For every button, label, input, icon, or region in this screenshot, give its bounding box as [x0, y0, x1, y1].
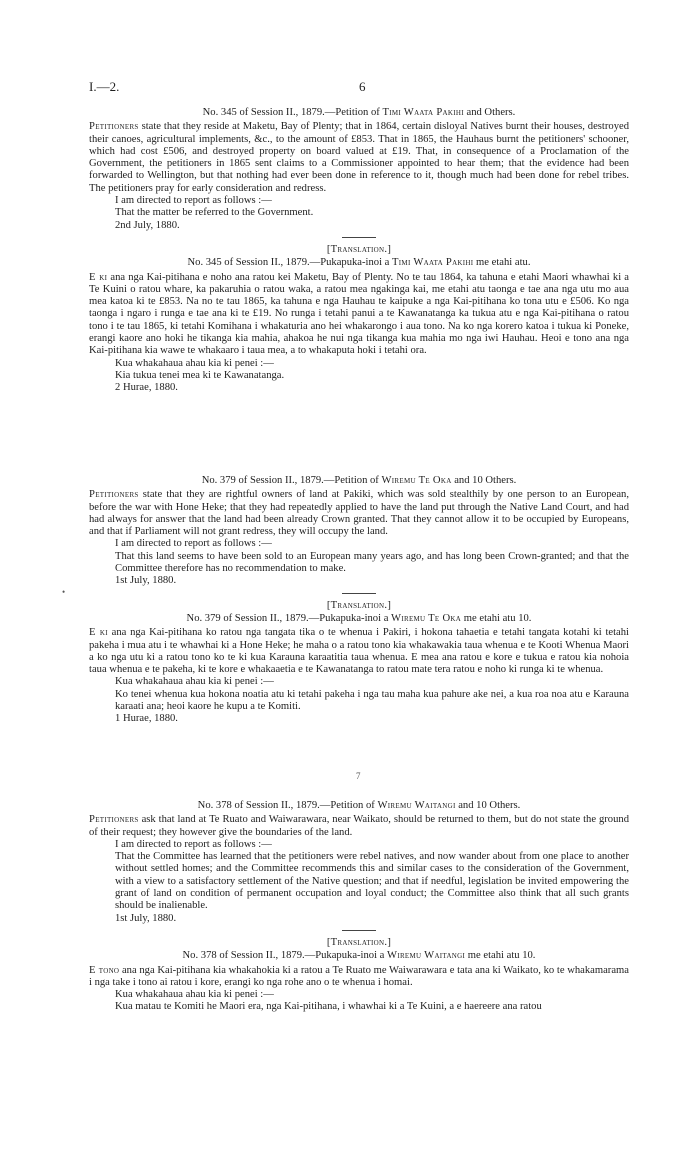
- translation-report: Kia tukua tenei mea ki te Kawanatanga.: [115, 369, 285, 381]
- translation-directive: Kua whakahaua ahau kia ki penei :—: [115, 676, 274, 688]
- page-header: [89, 81, 629, 95]
- page-reference: I.—2.: [89, 79, 120, 94]
- report-text: That this land seems to have been sold to an European many years ago, and has long been Crown-granted; and that the Committee therefore has no recommendation to make.: [115, 550, 629, 575]
- report-directive: I am directed to report as follows :—: [115, 838, 272, 850]
- petition-title: No. 378 of Session II., 1879.—Petition of Wiremu Waitangi and 10 Others.: [197, 800, 521, 811]
- translation-date: 2 Hurae, 1880.: [115, 382, 178, 394]
- report-directive: I am directed to report as follows :—: [115, 195, 272, 207]
- translation-body: E tono ana nga Kai-pitihana kia whakahokia ki a ratou a Te Ruato me Waiwarawara e tata ana ki Waikato, ko te whakamarama i nga take i tono ai ratou i kore, erangi ko nga rohe ano o te whenua i homai.: [89, 964, 629, 988]
- report-text: That the Committee has learned that the petitioners were rebel natives, and now wander about from one place to another without settled homes; and the Committee recommends this and similar cases to the consideration of the Government, with a view to a satisfactory settlement of the Native question; and that if needful, legislation be invited empowering the grant of land on condition of permanent occupation and loyal conduct; the Committee also think that all such grants should be inalienable.: [115, 851, 629, 912]
- page-mark: 7: [356, 771, 361, 781]
- petition-body: Petitioners ask that land at Te Ruato and Waiwarawara, near Waikato, should be returned to them, but do not state the ground of their request; they however give the boundaries of the land.: [89, 814, 629, 838]
- petition-body: Petitioners state that they reside at Maketu, Bay of Plenty; that in 1864, certain disloyal Natives burnt their houses, destroyed their canoes, agricultural implements, &c., to the amount of £853. That in 1865, the Hauhaus burnt the petitioners' schooner, which had cost £506, and destroyed property on board valued at £19. That, in consequence of a Proclamation of the Government, the petitioners in 1865 sent claims to a Commissioner appointed to hear them; that the evidence had been forwarded to Wellington, but that nothing had ever been done in reference to it, though much had been done for rebel tribes. The petitioners pray for early consideration and redress.: [89, 121, 629, 194]
- translation-report: Kua matau te Komiti he Maori era, nga Kai-pitihana, i whawhai ki a Te Kuini, a e haereere ana ratou: [115, 1001, 542, 1013]
- divider-rule: [342, 930, 376, 931]
- report-date: 1st July, 1880.: [115, 575, 177, 587]
- translation-body: E ki ana nga Kai-pitihana e noho ana ratou kei Maketu, Bay of Plenty. No te tau 1864, ka tahuna e etahi Maori whawhai ki a Te Kuini o ratou whare, ka pakaruhia o ratou waka, a ratou mea ngakinga kai, me etahi atu taonga e tae ana nga utu mo aua mea katoa ki te £853. Na no te tau 1865, ka tahuna e nga Hauhau te kaipuke a nga Kai-pitihana ko tona utu e £506. Ko nga taonga i ngaro i runga e tae ana ki te £19. No runga i tetahi panui a te Kawanatanga ka tukua atu e nga Kai-pitihana o ratou tono i te tau 1865, ki tetahi Komihana i whakaturia ano hei whakarongo i aua tono. Na ko nga korero katoa i tukua ki Poneke, erangi kaore ano hoki he tikanga kia mahia, ahakoa he nui nga tikanga kua mahia mo nga iwi Hauhau. Heoi e tono ana nga Kai-pitihana kia wawe te whakaaro i taua mea, a to whakaputa hoki i tetahi ora.: [89, 271, 629, 357]
- translation-date: 1 Hurae, 1880.: [115, 713, 178, 725]
- translation-title: No. 345 of Session II., 1879.—Pukapuka-inoi a Timi Waata Pakihi me etahi atu.: [187, 257, 531, 269]
- translation-body: E ki ana nga Kai-pitihana ko ratou nga tangata tika o te whenua i Pakiri, i hokona tahaetia e tetahi tangata kotahi ki tetahi pakeha i mua atu i te whawhai ki a Hone Heke; he maha o a ratou tono kia whakawakia taua whenua e te Kooti Whenua Maori a ko nga utu ki a ratou tono ko te ki kua Karauna karaatitia taua whenua. E mea ana ratou e kore e tukua e ratou kia nohoia taua whenua e te pakeha, ki te kore e whakaaetia e te Kawanatanga to ratou mate tera ratou e noho ki runga ki te whenua.: [89, 627, 629, 676]
- petition-title: No. 379 of Session II., 1879.—Petition of Wiremu Te Oka and 10 Others.: [201, 475, 517, 486]
- petition-section-379: [89, 475, 629, 726]
- report-date: 1st July, 1880.: [115, 912, 177, 924]
- report-text: That the matter be referred to the Government.: [115, 207, 314, 219]
- petition-title: No. 345 of Session II., 1879.—Petition of Timi Waata Pakihi and Others.: [202, 107, 516, 118]
- petition-section-345: [89, 107, 629, 395]
- margin-bullet: •: [62, 587, 66, 597]
- petition-body: Petitioners state that they are rightful owners of land at Pakiki, which was sold stealthily by one person to an European, before the war with Hone Heke; that they had repeatedly applied to have the land put through the Native Land Court, and had had always for answer that the land had been already Crown granted. That they cannot allow it to be occupied by Europeans, and that if Parliament will not grant redress, they will occupy the land.: [89, 489, 629, 538]
- petition-section-378: [89, 800, 629, 1014]
- divider-rule: [342, 593, 376, 594]
- report-directive: I am directed to report as follows :—: [115, 538, 272, 550]
- translation-title: No. 379 of Session II., 1879.—Pukapuka-inoi a Wiremu Te Oka me etahi atu 10.: [186, 612, 532, 624]
- translation-label: [Translation.]: [326, 599, 392, 611]
- translation-report: Ko tenei whenua kua hokona noatia atu ki tetahi pakeha i nga tau maha kua pahure ake nei, a kua roa noa atu e Karauna karaati ana; heoi kaore he kupu a te Komiti.: [115, 688, 629, 713]
- translation-directive: Kua whakahaua ahau kia ki penei :—: [115, 989, 274, 1001]
- translation-directive: Kua whakahaua ahau kia ki penei :—: [115, 357, 274, 369]
- page-number: 6: [359, 79, 366, 94]
- divider-rule: [342, 237, 376, 238]
- report-date: 2nd July, 1880.: [115, 219, 180, 231]
- translation-label: [Translation.]: [326, 936, 392, 948]
- translation-title: No. 378 of Session II., 1879.—Pukapuka-inoi a Wiremu Waitangi me etahi atu 10.: [182, 950, 536, 962]
- translation-label: [Translation.]: [326, 243, 392, 255]
